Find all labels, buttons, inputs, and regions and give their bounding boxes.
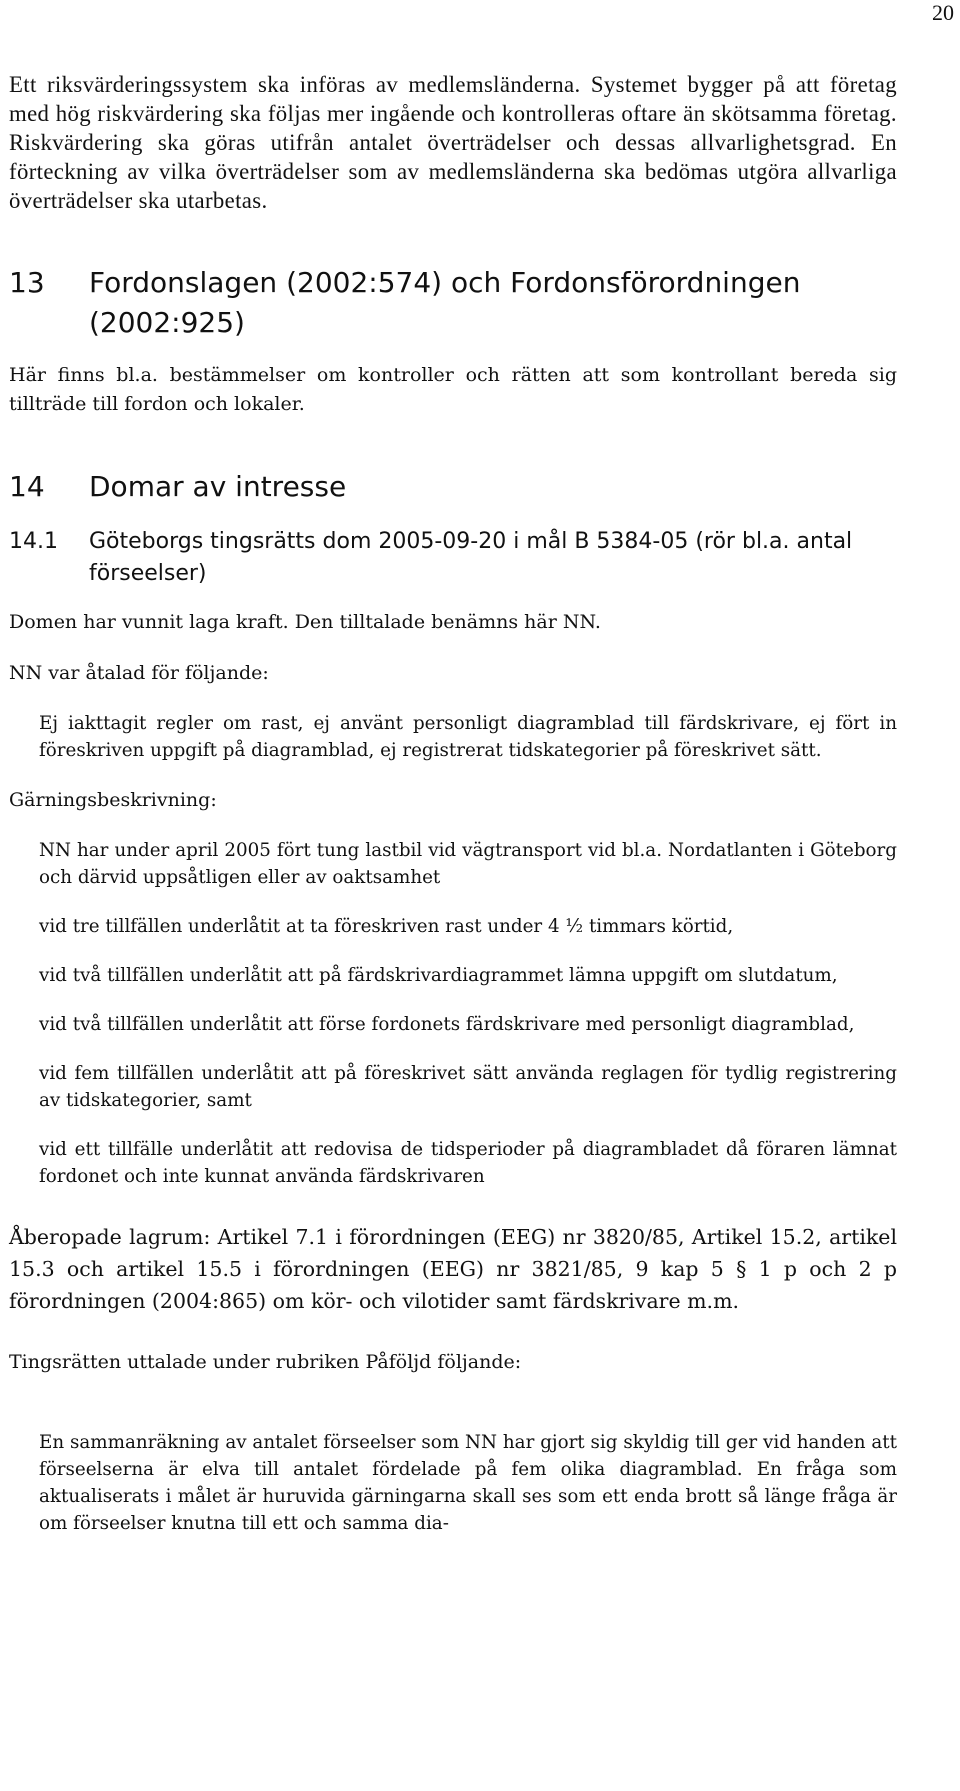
intro-paragraph: Ett riksvärderingssystem ska införas av medlemsländerna. Systemet bygger på att företag med hög riskvärdering ska följas mer ingående och kontrolleras oftare än skötsamma företag. Riskvärdering ska göras utifrån antalet överträdelser och dessas allvarlighetsgrad. En förteckning av vilka överträdelser som av medlemsländerna ska bedömas utgöra allvarliga överträdelser ska utarbetas.	[9, 72, 897, 213]
verdict-paragraph: Domen har vunnit laga kraft. Den tilltalade benämns här NN.	[9, 611, 601, 633]
section-13-title: Fordonslagen (2002:574) och Fordonsförordningen (2002:925)	[89, 266, 801, 339]
court-label: Tingsrätten uttalade under rubriken Påföljd följande:	[9, 1351, 522, 1373]
description-item: vid två tillfällen underlåtit att på färdskrivardiagrammet lämna uppgift om slutdatum,	[39, 965, 838, 986]
section-13-body: Här finns bl.a. bestämmelser om kontroller och rätten att som kontrollant bereda sig tillträde till fordon och lokaler.	[9, 364, 897, 415]
page-content	[9, 70, 897, 1537]
subsection-14-1-heading	[9, 526, 897, 590]
description-intro: NN har under april 2005 fört tung lastbil vid vägtransport vid bl.a. Nordatlanten i Göteborg och därvid uppsåtligen eller av oaktsamhet	[39, 840, 897, 888]
description-item: vid ett tillfälle underlåtit att redovisa de tidsperioder på diagrambladet då föraren lämnat fordonet och inte kunnat använda färdskrivaren	[39, 1139, 897, 1187]
section-14-heading	[9, 467, 897, 507]
section-14-title: Domar av intresse	[89, 470, 347, 503]
description-item: vid tre tillfällen underlåtit at ta föreskriven rast under 4 ½ timmars körtid,	[39, 916, 734, 937]
subsection-14-1-number: 14.1	[9, 529, 58, 554]
description-item: vid två tillfällen underlåtit att förse fordonets färdskrivare med personligt diagramblad,	[39, 1014, 855, 1035]
section-13-number: 13	[9, 266, 45, 299]
charged-label: NN var åtalad för följande:	[9, 662, 269, 684]
description-item: vid fem tillfällen underlåtit att på föreskrivet sätt använda reglagen för tydlig registrering av tidskategorier, samt	[39, 1063, 897, 1111]
section-14-number: 14	[9, 470, 45, 503]
description-label: Gärningsbeskrivning:	[9, 789, 217, 811]
section-13-heading	[9, 263, 897, 343]
court-text: En sammanräkning av antalet förseelser som NN har gjort sig skyldig till ger vid handen att förseelserna är elva till antalet fördelade på fem olika diagramblad. En fråga som aktualiserats i målet är huruvida gärningarna skall ses som ett enda brott så länge fråga är om förseelser knutna till ett och samma dia-	[39, 1432, 897, 1534]
charged-text: Ej iakttagit regler om rast, ej använt personligt diagramblad till färdskrivare, ej fört in föreskriven uppgift på diagramblad, ej registrerat tidskategorier på föreskrivet sätt.	[39, 713, 897, 761]
lagrum-paragraph: Åberopade lagrum: Artikel 7.1 i förordningen (EEG) nr 3820/85, Artikel 15.2, artikel 15.3 och artikel 15.5 i förordningen (EEG) nr 3821/85, 9 kap 5 § 1 p och 2 p förordningen (2004:865) om kör- och vilotider samt färdskrivare m.m.	[9, 1225, 897, 1313]
subsection-14-1-title: Göteborgs tingsrätts dom 2005-09-20 i mål B 5384-05 (rör bl.a. antal förseelser)	[89, 529, 853, 586]
page-number: 20	[932, 0, 954, 25]
